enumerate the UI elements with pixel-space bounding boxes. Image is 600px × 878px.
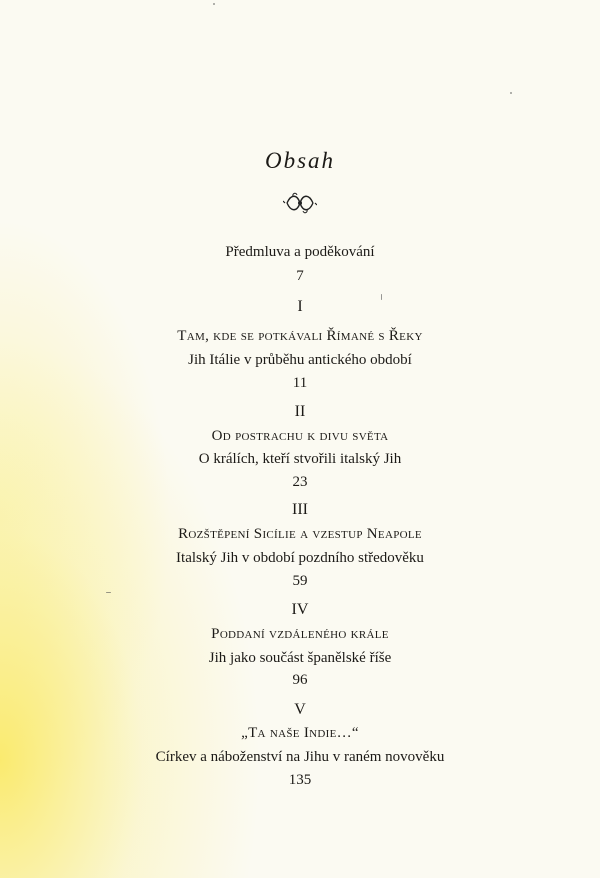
preface-title: Předmluva a poděkování xyxy=(225,244,375,260)
chapter-1-numeral: I xyxy=(297,298,303,315)
chapter-4-title: Poddaní vzdáleného krále xyxy=(211,626,389,642)
chapter-3-subtitle: Italský Jih v období pozdního středověku xyxy=(176,550,424,566)
paper-speck xyxy=(381,294,382,300)
chapter-5-page-number: 135 xyxy=(288,772,312,788)
chapter-2-page-number: 23 xyxy=(292,474,308,490)
chapter-1-subtitle: Jih Itálie v průběhu antického období xyxy=(188,352,412,368)
paper-speck xyxy=(106,592,111,593)
flourish-ornament-icon xyxy=(283,190,317,216)
paper-speck xyxy=(510,92,512,94)
chapter-4-page-number: 96 xyxy=(292,672,308,688)
chapter-1-page-number: 11 xyxy=(292,375,308,391)
chapter-5-subtitle: Církev a náboženství na Jihu v raném novověku xyxy=(155,749,445,765)
preface-page-number: 7 xyxy=(296,268,304,284)
page-title: Obsah xyxy=(264,148,336,173)
chapter-2-numeral: II xyxy=(294,403,306,420)
chapter-5-title: „Ta naše Indie…“ xyxy=(241,725,359,741)
chapter-4-subtitle: Jih jako součást španělské říše xyxy=(208,650,392,666)
chapter-4-numeral: IV xyxy=(291,601,309,618)
chapter-3-title: Rozštěpení Sicílie a vzestup Neapole xyxy=(178,526,422,542)
chapter-3-numeral: III xyxy=(292,501,308,518)
paper-speck xyxy=(213,3,215,5)
chapter-2-title: Od postrachu k divu světa xyxy=(211,428,389,444)
chapter-3-page-number: 59 xyxy=(292,573,308,589)
chapter-1-title: Tam, kde se potkávali Římané s Řeky xyxy=(177,328,423,344)
chapter-5-numeral: V xyxy=(294,701,306,718)
chapter-2-subtitle: O králích, kteří stvořili italský Jih xyxy=(198,451,402,467)
